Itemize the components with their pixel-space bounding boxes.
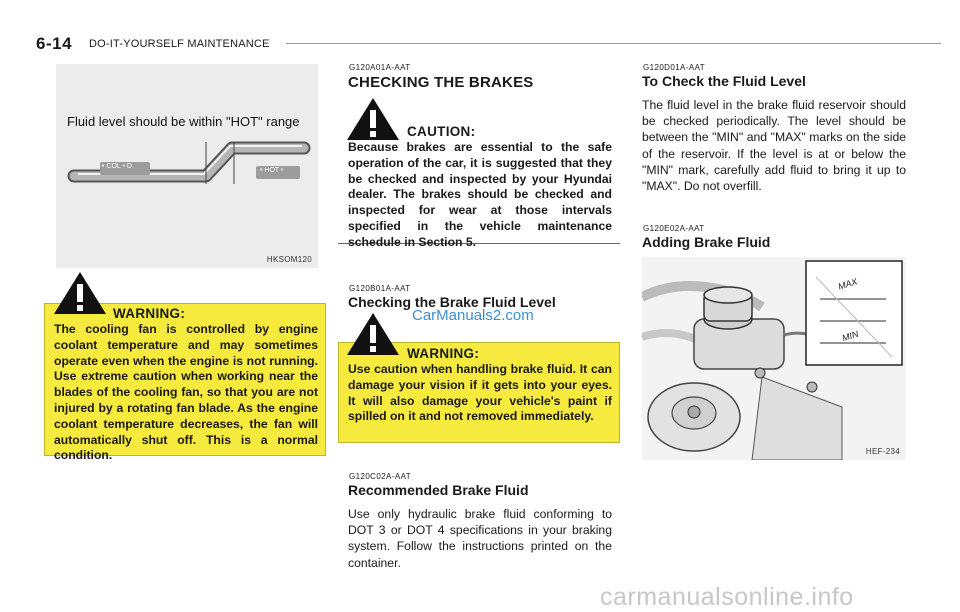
cooling-fan-warning-text: The cooling fan is controlled by engine coolant temperature and may sometimes operate even when the engine is not running. Use extreme caution when working near the blades of the cooling fan, so that you are not injured by a rotating fan blade. As the engine coolant temperature decreases, the fan will automatically shut off. This is a normal condition. bbox=[54, 322, 318, 463]
recommended-fluid-text: Use only hydraulic brake fluid conforming to DOT 3 or DOT 4 specifications in your braking system. Follow the instructions printed on the container. bbox=[348, 507, 612, 570]
carmanuals-watermark-link[interactable]: CarManuals2.com bbox=[412, 307, 534, 324]
check-fluid-level-heading: To Check the Fluid Level bbox=[642, 73, 806, 89]
checking-brakes-code: G120A01A-AAT bbox=[349, 63, 411, 72]
coolant-dipstick-figure bbox=[56, 64, 318, 268]
check-fluid-level-code: G120D01A-AAT bbox=[643, 63, 706, 72]
adding-fluid-code: G120E02A-AAT bbox=[643, 224, 705, 233]
page-number: 6-14 bbox=[36, 34, 73, 53]
caution-triangle-icon bbox=[345, 96, 401, 142]
brake-reservoir-illustration bbox=[642, 257, 906, 460]
checking-brakes-heading: CHECKING THE BRAKES bbox=[348, 74, 534, 91]
reservoir-figure-code: HEF-234 bbox=[865, 447, 900, 456]
brakes-caution-text: Because brakes are essential to the safe operation of the car, it is suggested that they be checked and inspected by your Hyundai dealer. The brakes should be checked and inspected for wear at those intervals specified in the vehicle maintenance schedule in Section 5. bbox=[348, 140, 612, 249]
brake-fluid-warning-text: Use caution when handling brake fluid. It can damage your vision if it gets into your eyes. It will also damage your vehicle's paint if spilled on it and not removed immediately. bbox=[348, 362, 612, 424]
brake-reservoir-figure bbox=[642, 257, 906, 460]
coolant-figure-code: HKSOM120 bbox=[266, 255, 312, 264]
check-fluid-level-text: The fluid level in the brake fluid reservoir should be checked periodically. The level should be between the "MIN" and "MAX" marks on the side of the reservoir. If the level is at or below the "MIN" mark, carefully add fluid to bring it up to "MAX". Do not overfill. bbox=[642, 98, 906, 194]
adding-fluid-heading: Adding Brake Fluid bbox=[642, 234, 771, 250]
fluid-level-code: G120B01A-AAT bbox=[349, 284, 411, 293]
header-rule bbox=[286, 43, 941, 44]
dipstick-illustration bbox=[56, 64, 318, 268]
brake-fluid-warning-title: WARNING: bbox=[407, 346, 480, 361]
warning-triangle-icon bbox=[52, 270, 108, 316]
page-header bbox=[36, 34, 916, 54]
dipstick-label-hot: • HOT • bbox=[260, 167, 284, 174]
dipstick-label-cold: • COL • D bbox=[102, 163, 132, 170]
cooling-fan-warning-title: WARNING: bbox=[113, 306, 186, 321]
warning-triangle-icon bbox=[345, 311, 401, 357]
coolant-figure-caption: Fluid level should be within "HOT" range bbox=[67, 114, 300, 129]
recommended-fluid-heading: Recommended Brake Fluid bbox=[348, 482, 529, 498]
fluid-level-heading: Checking the Brake Fluid Level bbox=[348, 294, 556, 310]
brakes-caution-title: CAUTION: bbox=[407, 124, 476, 139]
recommended-fluid-code: G120C02A-AAT bbox=[349, 472, 412, 481]
max-mark-label: MAX bbox=[836, 276, 859, 292]
min-mark-label: MIN bbox=[840, 328, 860, 344]
site-watermark: carmanualsonline.info bbox=[600, 583, 854, 611]
section-title: DO-IT-YOURSELF MAINTENANCE bbox=[89, 38, 270, 50]
